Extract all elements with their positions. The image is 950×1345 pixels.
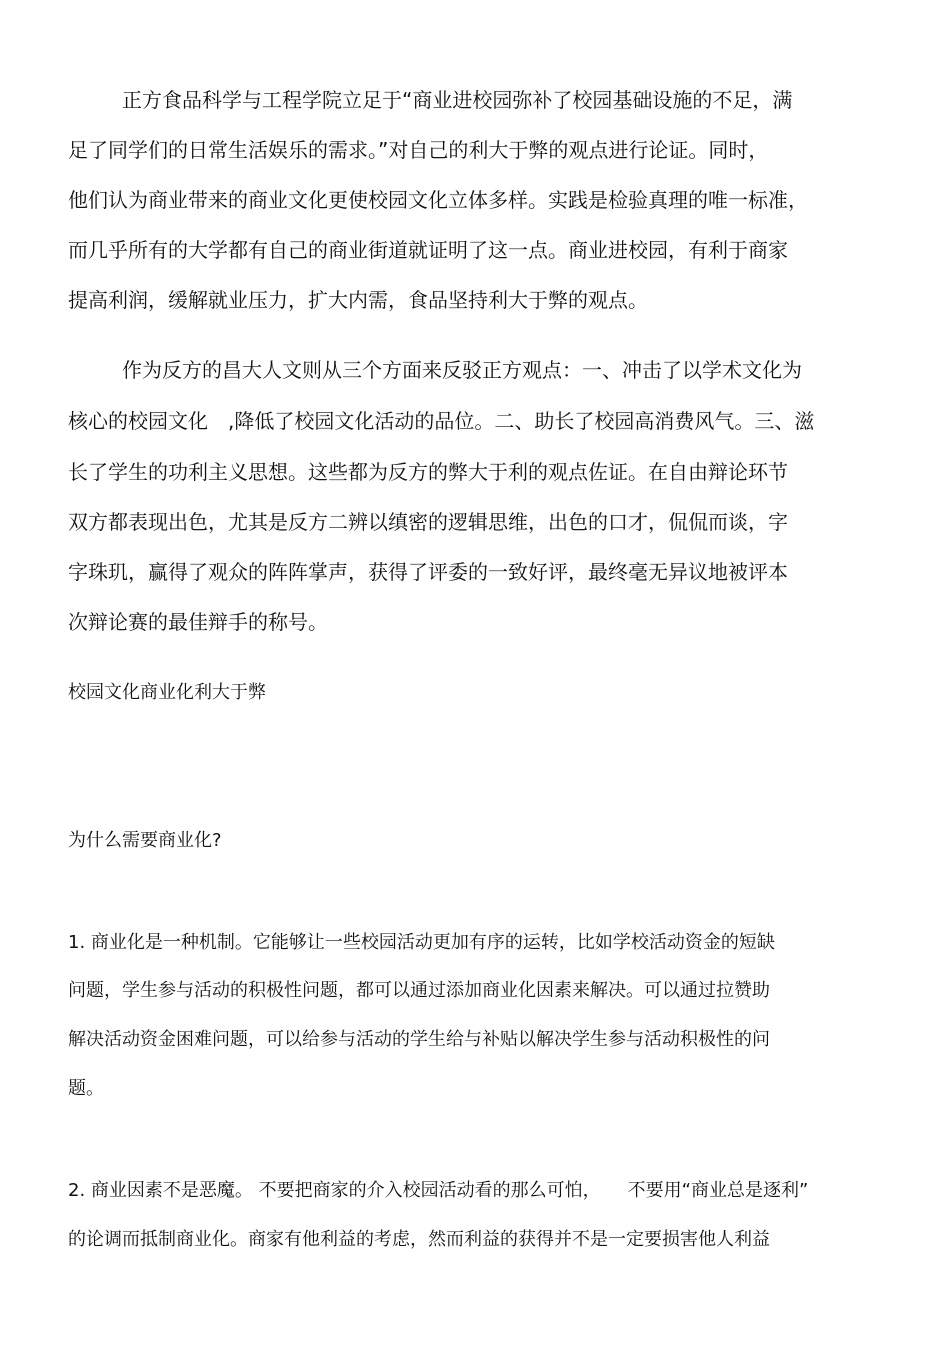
p2-line-1: 作为反方的昌大人文则从三个方面来反驳正方观点：一、冲击了以学术文化为	[122, 358, 802, 382]
p1-line-5: 提高利润，缓解就业压力，扩大内需，食品坚持利大于弊的观点。	[68, 288, 648, 312]
p2-line-2: 核心的校园文化 ,降低了校园文化活动的品位。二、助长了校园高消费风气。三、滋	[68, 409, 815, 433]
p2-line-6: 次辩论赛的最佳辩手的称号。	[68, 610, 328, 634]
p1-line-1: 正方食品科学与工程学院立足于“商业进校园弥补了校园基础设施的不足，满	[122, 88, 793, 112]
p4-line-1: 2. 商业因素不是恶魔。 不要把商家的介入校园活动看的那么可怕， 不要用“商业总是逐利”	[68, 1180, 809, 1201]
p2-line-4: 双方都表现出色，尤其是反方二辨以缜密的逻辑思维，出色的口才，侃侃而谈，字	[68, 510, 788, 534]
p3-line-2: 问题，学生参与活动的积极性问题，都可以通过添加商业化因素来解决。可以通过拉赞助	[68, 980, 770, 1001]
p3-line-3: 解决活动资金困难问题，可以给参与活动的学生给与补贴以解决学生参与活动积极性的问	[68, 1029, 770, 1050]
p1-line-2: 足了同学们的日常生活娱乐的需求。”对自己的利大于弊的观点进行论证。同时，	[68, 138, 769, 162]
p2-line-3: 长了学生的功利主义思想。这些都为反方的弊大于利的观点佐证。在自由辩论环节	[68, 460, 788, 484]
p4-line-2: 的论调而抵制商业化。商家有他利益的考虑，然而利益的获得并不是一定要损害他人利益	[68, 1229, 770, 1250]
p1-line-3: 他们认为商业带来的商业文化更使校园文化立体多样。实践是检验真理的唯一标准，	[68, 188, 808, 212]
section-heading-title: 校园文化商业化利大于弊	[68, 682, 266, 703]
section-heading-question: 为什么需要商业化?	[68, 830, 222, 851]
p3-line-4: 题。	[68, 1078, 104, 1099]
p1-line-4: 而几乎所有的大学都有自己的商业街道就证明了这一点。商业进校园，有利于商家	[68, 238, 788, 262]
p2-line-5: 字珠玑，赢得了观众的阵阵掌声，获得了评委的一致好评，最终毫无异议地被评本	[68, 560, 788, 584]
p3-line-1: 1. 商业化是一种机制。它能够让一些校园活动更加有序的运转，比如学校活动资金的短缺	[68, 932, 775, 953]
